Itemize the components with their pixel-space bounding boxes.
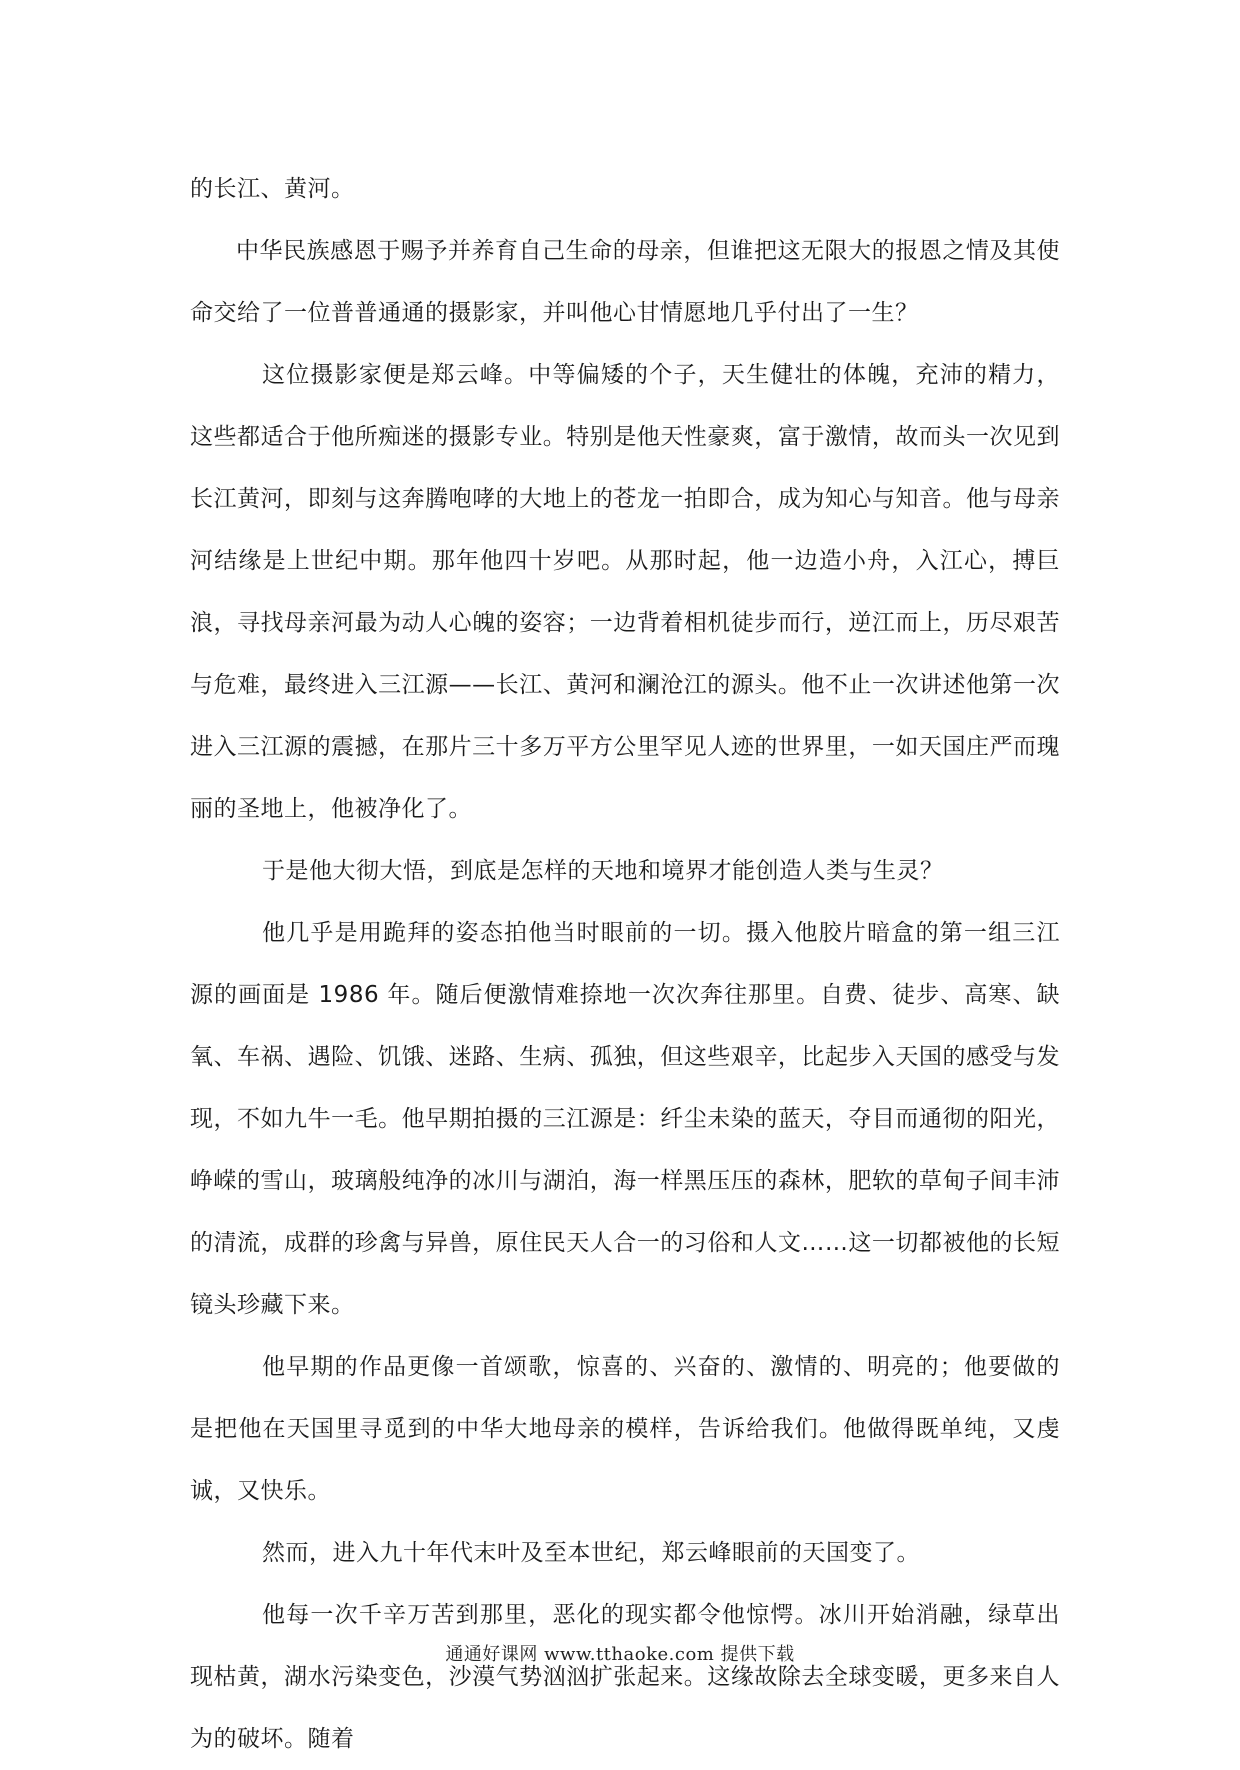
paragraph-4: 于是他大彻大悟，到底是怎样的天地和境界才能创造人类与生灵？	[262, 858, 944, 884]
article-body	[190, 158, 1060, 1770]
paragraph-5: 他几乎是用跪拜的姿态拍他当时眼前的一切。摄入他胶片暗盒的第一组三江源的画面是 1986 年。随后便激情难捺地一次次奔往那里。自费、徒步、高寒、缺氧、车祸、遇险、饥饿、迷路、生病、孤独，但这些艰辛，比起步入天国的感受与发现，不如九牛一毛。他早期拍摄的三江源是：纤尘未染的蓝天，夺目而通彻的阳光，峥嵘的雪山，玻璃般纯净的冰川与湖泊，海一样黑压压的森林，肥软的草甸子间丰沛的清流，成群的珍禽与异兽，原住民天人合一的习俗和人文……这一切都被他的长短镜头珍藏下来。	[190, 920, 1060, 1318]
paragraph-3: 这位摄影家便是郑云峰。中等偏矮的个子，天生健壮的体魄，充沛的精力，这些都适合于他所痴迷的摄影专业。特别是他天性豪爽，富于激情，故而头一次见到长江黄河，即刻与这奔腾咆哮的大地上的苍龙一拍即合，成为知心与知音。他与母亲河结缘是上世纪中期。那年他四十岁吧。从那时起，他一边造小舟，入江心，搏巨浪，寻找母亲河最为动人心魄的姿容；一边背着相机徒步而行，逆江而上，历尽艰苦与危难，最终进入三江源——长江、黄河和澜沧江的源头。他不止一次讲述他第一次进入三江源的震撼，在那片三十多万平方公里罕见人迹的世界里，一如天国庄严而瑰丽的圣地上，他被净化了。	[190, 362, 1060, 822]
page-footer: 通通好课网 www.tthaoke.com 提供下载	[445, 1644, 795, 1665]
paragraph-2: 中华民族感恩于赐予并养育自己生命的母亲，但谁把这无限大的报恩之情及其使命交给了一位普普通通的摄影家，并叫他心甘情愿地几乎付出了一生？	[190, 238, 1060, 326]
paragraph-1: 的长江、黄河。	[190, 176, 355, 202]
paragraph-8: 他每一次千辛万苦到那里，恶化的现实都令他惊愕。冰川开始消融，绿草出现枯黄，湖水污染变色，沙漠气势汹汹扩张起来。这缘故除去全球变暖，更多来自人为的破坏。随着	[190, 1602, 1060, 1752]
paragraph-6: 他早期的作品更像一首颂歌，惊喜的、兴奋的、激情的、明亮的；他要做的是把他在天国里寻觅到的中华大地母亲的模样，告诉给我们。他做得既单纯，又虔诚，又快乐。	[190, 1354, 1060, 1504]
paragraph-7: 然而，进入九十年代末叶及至本世纪，郑云峰眼前的天国变了。	[262, 1540, 920, 1566]
